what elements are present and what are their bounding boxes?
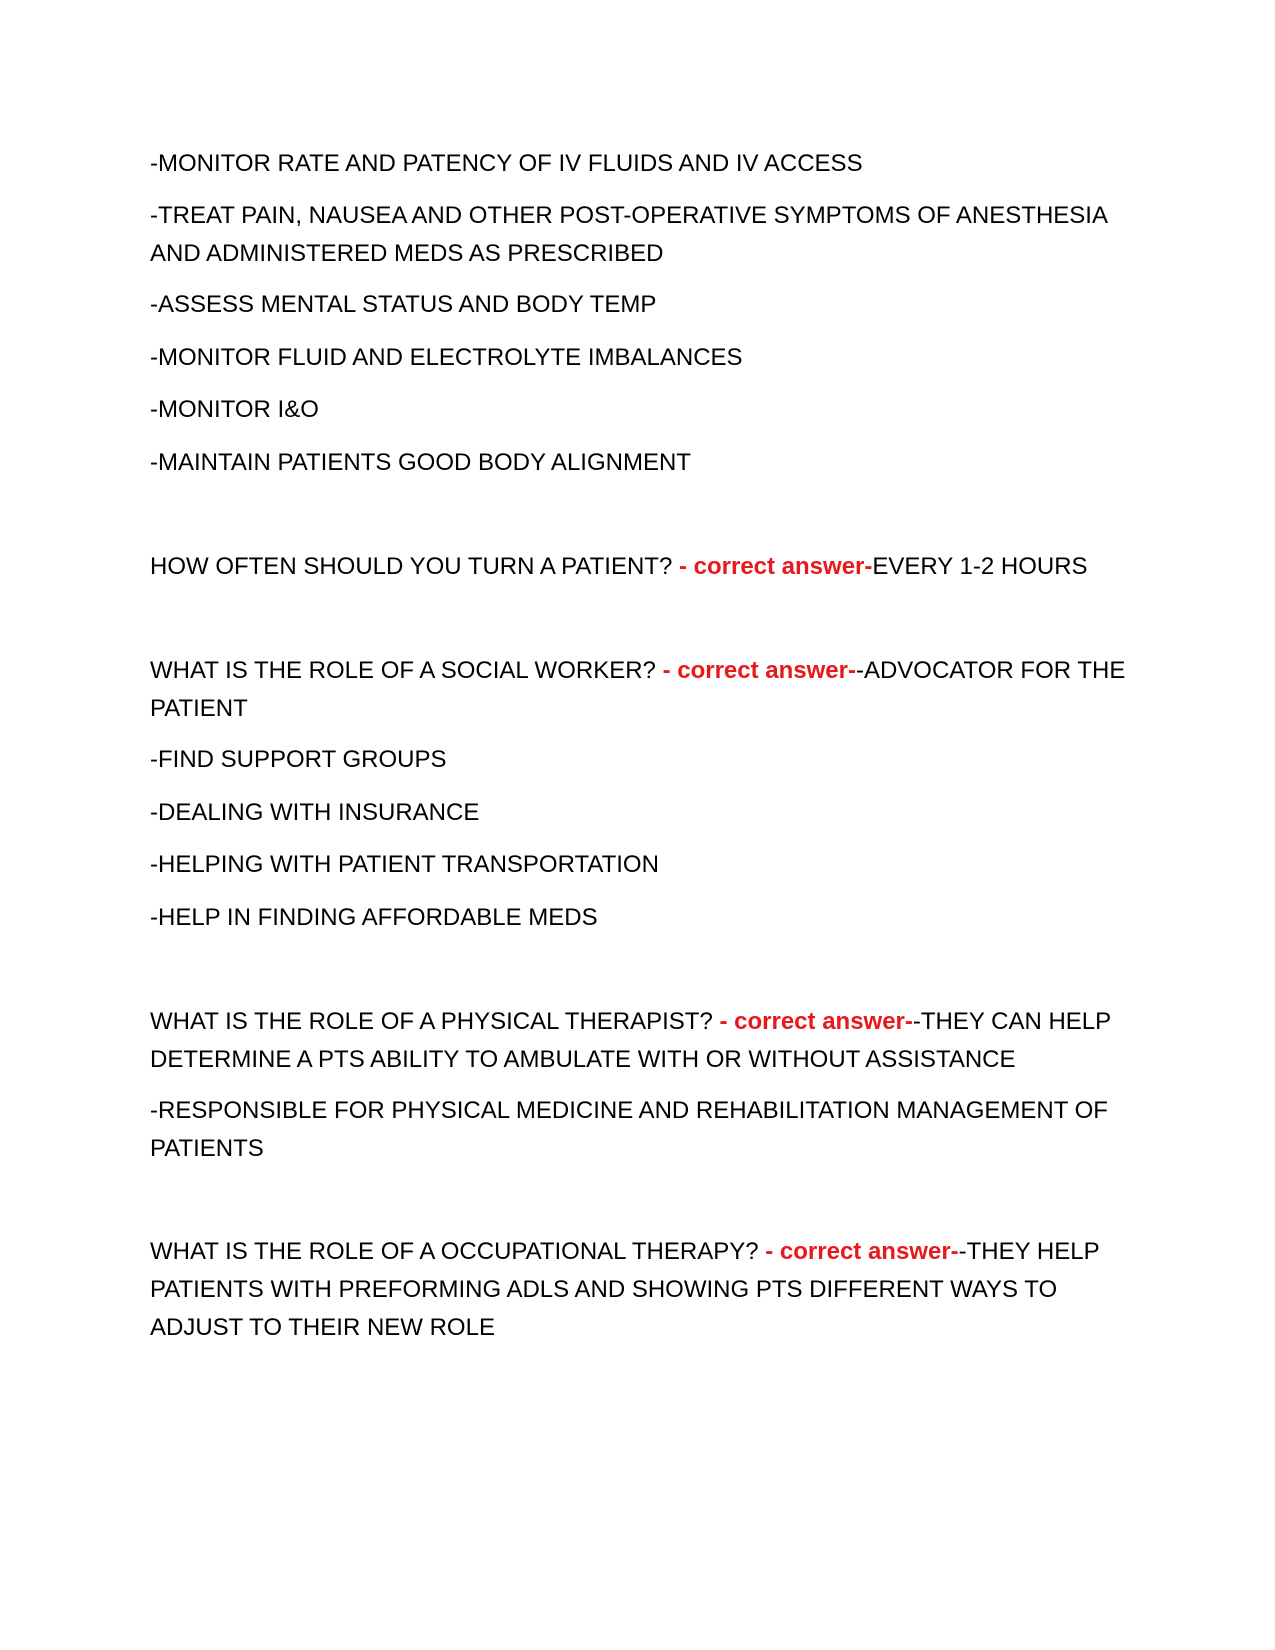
answer-text: -THEY HELP PATIENTS WITH PREFORMING ADLS AND SHOWING PTS DIFFERENT WAYS TO ADJUST TO THEIR NEW ROLE — [150, 1238, 1100, 1341]
qa-item — [150, 548, 1130, 586]
bullet-line: -HELPING WITH PATIENT TRANSPORTATION — [150, 851, 659, 878]
answer-marker: - correct answer- — [719, 1008, 913, 1035]
bullet-line: -MONITOR FLUID AND ELECTROLYTE IMBALANCES — [150, 344, 743, 371]
bullet-line: -RESPONSIBLE FOR PHYSICAL MEDICINE AND REHABILITATION MANAGEMENT OF PATIENTS — [150, 1097, 1108, 1162]
question-text: WHAT IS THE ROLE OF A SOCIAL WORKER? — [150, 657, 663, 684]
qa-item — [150, 652, 1130, 728]
qa-item — [150, 1003, 1130, 1079]
question-text: HOW OFTEN SHOULD YOU TURN A PATIENT? — [150, 553, 679, 580]
bullet-line: -FIND SUPPORT GROUPS — [150, 746, 447, 773]
answer-text: -THEY CAN HELP DETERMINE A PTS ABILITY TO AMBULATE WITH OR WITHOUT ASSISTANCE — [150, 1008, 1111, 1073]
bullet-line: -MAINTAIN PATIENTS GOOD BODY ALIGNMENT — [150, 449, 691, 476]
question-text: WHAT IS THE ROLE OF A PHYSICAL THERAPIST? — [150, 1008, 720, 1035]
answer-marker: - correct answer- — [678, 553, 873, 580]
bullet-line: -DEALING WITH INSURANCE — [150, 799, 480, 826]
qa-item — [150, 1233, 1130, 1347]
bullet-line: -MONITOR RATE AND PATENCY OF IV FLUIDS AND IV ACCESS — [150, 150, 863, 177]
bullet-line: -ASSESS MENTAL STATUS AND BODY TEMP — [150, 291, 657, 318]
answer-text: EVERY 1-2 HOURS — [872, 553, 1088, 580]
bullet-line: -HELP IN FINDING AFFORDABLE MEDS — [150, 904, 598, 931]
bullet-line: -TREAT PAIN, NAUSEA AND OTHER POST-OPERATIVE SYMPTOMS OF ANESTHESIA AND ADMINISTERED MEDS AS PRESCRIBED — [150, 202, 1107, 267]
question-text: WHAT IS THE ROLE OF A OCCUPATIONAL THERAPY? — [150, 1238, 766, 1265]
answer-text: -ADVOCATOR FOR THE PATIENT — [150, 657, 1126, 722]
bullet-line: -MONITOR I&O — [150, 396, 319, 423]
answer-marker: - correct answer- — [765, 1238, 959, 1265]
answer-marker: - correct answer- — [662, 657, 856, 684]
